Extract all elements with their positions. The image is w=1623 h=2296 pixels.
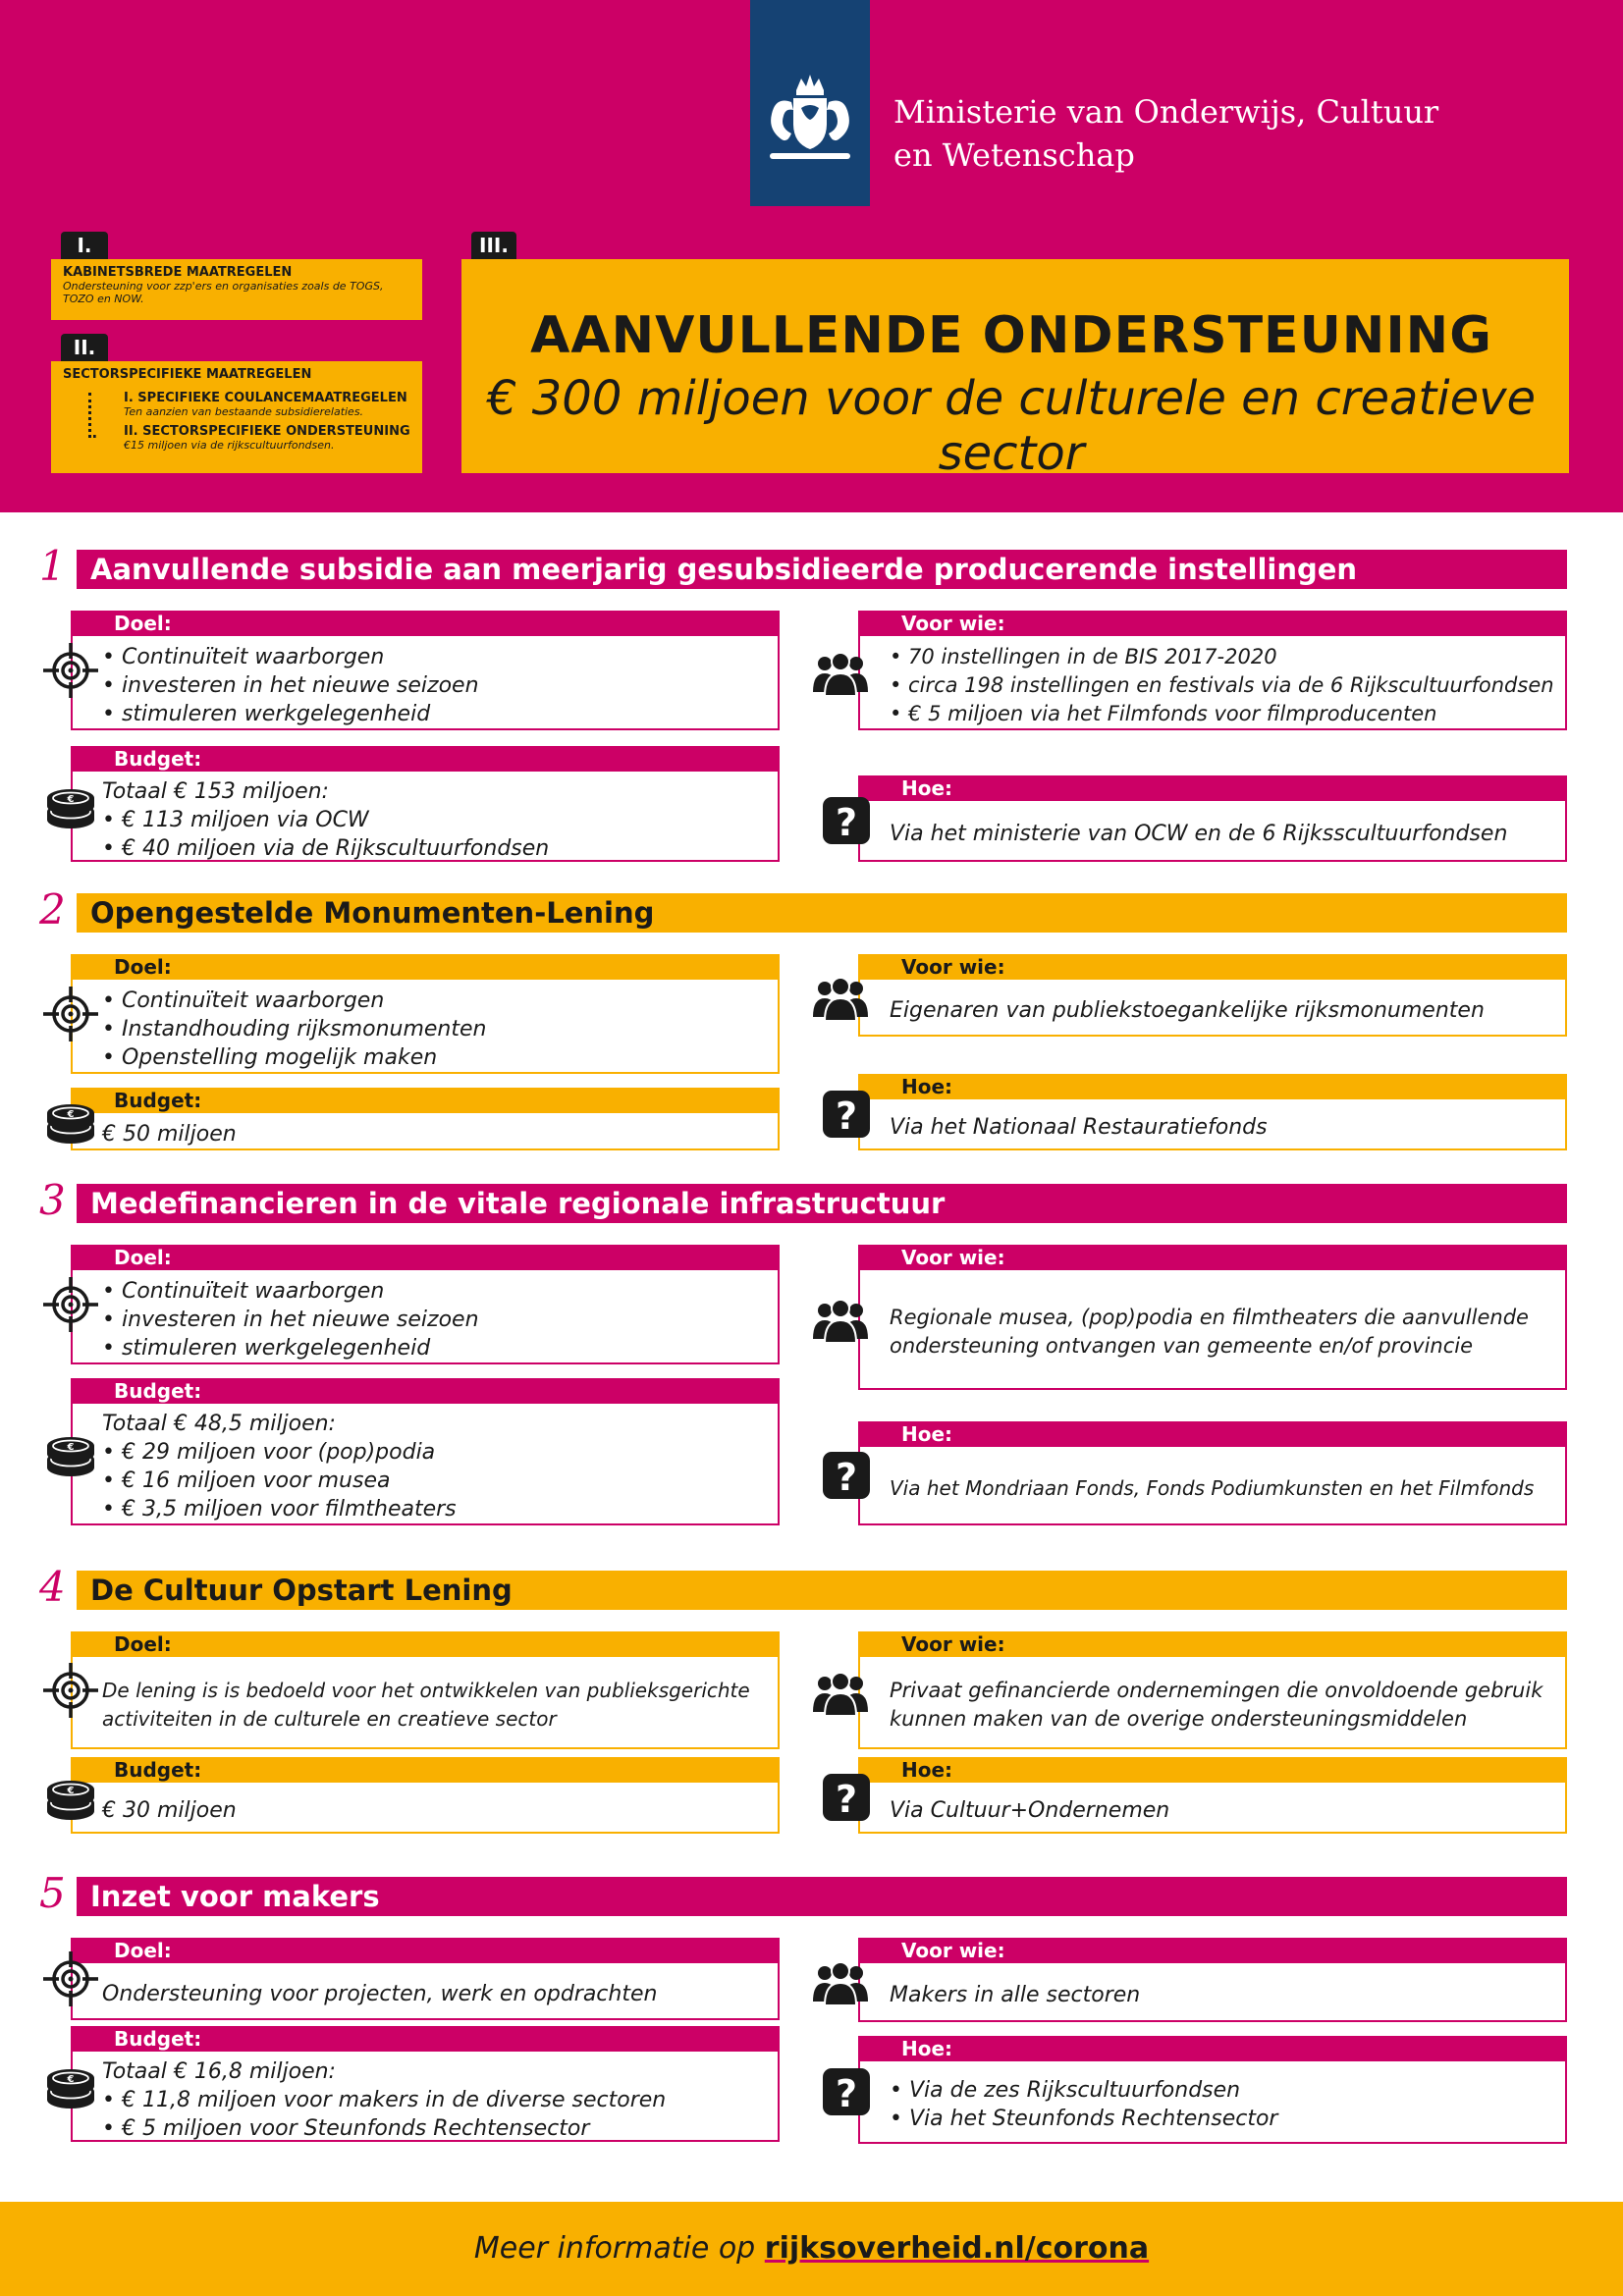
question-icon [817, 791, 876, 850]
sector-measures-box [51, 361, 422, 473]
hero-title: AANVULLENDE ONDERSTEUNING [530, 306, 1492, 365]
voor-wie-card [858, 954, 1567, 1037]
section-number: 4 [39, 1563, 66, 1611]
doel-label: Doel: [71, 1938, 780, 1963]
text-line: • investeren in het nieuwe seizoen [102, 673, 479, 698]
text-line: • Via de zes Rijkscultuurfondsen [890, 2078, 1241, 2103]
voor-wie-label: Voor wie: [858, 1245, 1567, 1270]
hoe-text [890, 2076, 1557, 2133]
section-title-bar: Aanvullende subsidie aan meerjarig gesubsidieerde producerende instellingen [77, 550, 1567, 589]
budget-text [102, 1120, 770, 1148]
text-line: Via het Mondriaan Fonds, Fonds Podiumkunsten en het Filmfonds [890, 1476, 1535, 1500]
text-line: • € 11,8 miljoen voor makers in de diverse sectoren [102, 2088, 667, 2112]
section-number: 2 [39, 885, 66, 934]
text-line: Eigenaren van publiekstoegankelijke rijksmonumenten [890, 998, 1485, 1023]
ministry-name: Ministerie van Onderwijs, Cultuur en Wetenschap [893, 93, 1439, 174]
text-line: • € 113 miljoen via OCW [102, 808, 369, 832]
text-line: • € 40 miljoen via de Rijkscultuurfondsen [102, 836, 550, 861]
voor-wie-card [858, 611, 1567, 730]
section-title-bar: Opengestelde Monumenten-Lening [77, 893, 1567, 933]
section-title-bar: De Cultuur Opstart Lening [77, 1571, 1567, 1610]
target-icon [41, 641, 100, 700]
logo-box [750, 0, 870, 206]
hoe-card [858, 2036, 1567, 2144]
text-line: • € 29 miljoen voor (pop)podia [102, 1440, 436, 1465]
hoe-text [890, 1474, 1557, 1503]
doel-card [71, 1631, 780, 1749]
coins-icon [41, 1768, 100, 1827]
doel-label: Doel: [71, 611, 780, 636]
text-line: Regionale musea, (pop)podia en filmtheaters die aanvullende [890, 1306, 1529, 1329]
sector-measures-list [124, 391, 418, 452]
budget-label: Budget: [71, 746, 780, 772]
budget-card [71, 1378, 780, 1525]
doel-label: Doel: [71, 1245, 780, 1270]
question-icon [817, 1085, 876, 1144]
section-title-bar: Medefinancieren in de vitale regionale infrastructuur [77, 1184, 1567, 1223]
doel-text [102, 1980, 770, 2008]
doel-text [102, 1277, 770, 1362]
target-icon [41, 1275, 100, 1334]
sector-measures-title: SECTORSPECIFIEKE MAATREGELEN [63, 367, 312, 382]
question-icon [817, 1446, 876, 1505]
text-line: kunnen maken van de overige ondersteuningsmiddelen [890, 1707, 1468, 1731]
people-icon [811, 968, 870, 1027]
coat-of-arms-icon [750, 69, 870, 196]
people-icon [811, 1952, 870, 2011]
budget-text [102, 2057, 770, 2143]
doel-text [102, 987, 770, 1072]
text-line: € 50 miljoen [102, 1122, 237, 1147]
header-banner [0, 0, 1623, 512]
hoe-card [858, 775, 1567, 862]
text-line: • 70 instellingen in de BIS 2017-2020 [890, 645, 1277, 668]
text-line: • Continuïteit waarborgen [102, 1279, 385, 1304]
target-icon [41, 1949, 100, 2008]
doel-text [102, 1677, 770, 1734]
text-line: Totaal € 16,8 miljoen: [102, 2059, 336, 2084]
text-line: De lening is is bedoeld voor het ontwikkelen van publieksgerichte [102, 1679, 750, 1702]
text-line: Makers in alle sectoren [890, 1983, 1141, 2007]
people-icon [811, 643, 870, 702]
hoe-text [890, 1113, 1557, 1142]
voor-wie-label: Voor wie: [858, 954, 1567, 980]
coins-icon [41, 1092, 100, 1150]
text-line: • Openstelling mogelijk maken [102, 1045, 438, 1070]
doel-card [71, 1245, 780, 1364]
budget-label: Budget: [71, 2026, 780, 2052]
text-line: Privaat gefinancierde ondernemingen die onvoldoende gebruik [890, 1679, 1543, 1702]
footer-prefix: Meer informatie op [473, 2231, 756, 2266]
roman-numeral-3: III. [471, 232, 516, 259]
text-line: • circa 198 instellingen en festivals via de 6 Rijkscultuurfondsen [890, 673, 1554, 697]
text-line: Via het ministerie van OCW en de 6 Rijksscultuurfondsen [890, 822, 1508, 846]
target-icon [41, 1661, 100, 1720]
budget-label: Budget: [71, 1088, 780, 1113]
text-line: Via het Nationaal Restauratiefonds [890, 1115, 1268, 1140]
budget-label: Budget: [71, 1757, 780, 1783]
voor-wie-text [890, 1304, 1557, 1361]
budget-label: Budget: [71, 1378, 780, 1404]
text-line: • stimuleren werkgelegenheid [102, 1336, 431, 1361]
text-line: • Via het Steunfonds Rechtensector [890, 2107, 1278, 2131]
voor-wie-label: Voor wie: [858, 1631, 1567, 1657]
budget-text [102, 1410, 770, 1523]
text-line: • € 5 miljoen via het Filmfonds voor filmproducenten [890, 702, 1437, 725]
text-line: • Continuïteit waarborgen [102, 988, 385, 1013]
voor-wie-text [890, 1981, 1557, 2009]
hoe-label: Hoe: [858, 1074, 1567, 1099]
text-line: € 30 miljoen [102, 1798, 237, 1823]
roman-numeral-2: II. [61, 334, 108, 361]
doel-card [71, 954, 780, 1074]
voor-wie-card [858, 1245, 1567, 1390]
text-line: • Instandhouding rijksmonumenten [102, 1017, 487, 1041]
doel-label: Doel: [71, 1631, 780, 1657]
text-line: ondersteuning ontvangen van gemeente en/of provincie [890, 1334, 1474, 1358]
voor-wie-text [890, 643, 1557, 728]
section-number: 1 [39, 542, 66, 590]
sector-support-text: €15 miljoen via de rijkscultuurfondsen. [124, 439, 335, 452]
hoe-card [858, 1074, 1567, 1150]
hoe-text [890, 820, 1557, 848]
coins-icon [41, 2056, 100, 2115]
text-line: • € 5 miljoen voor Steunfonds Rechtensector [102, 2116, 590, 2141]
doel-card [71, 1938, 780, 2020]
people-icon [811, 1663, 870, 1722]
text-line: • stimuleren werkgelegenheid [102, 702, 431, 726]
text-line: Totaal € 153 miljoen: [102, 779, 329, 804]
target-icon [41, 985, 100, 1043]
doel-card [71, 611, 780, 730]
voor-wie-label: Voor wie: [858, 1938, 1567, 1963]
cabinet-measures-box [51, 259, 422, 320]
coins-icon [41, 1424, 100, 1483]
hoe-label: Hoe: [858, 2036, 1567, 2061]
cabinet-measures-text: Ondersteuning voor zzp'ers en organisaties zoals de TOGS, TOZO en NOW. [63, 280, 384, 305]
sector-support-title: II. SECTORSPECIFIEKE ONDERSTEUNING [124, 424, 410, 439]
section-title-bar: Inzet voor makers [77, 1877, 1567, 1916]
question-icon [817, 1768, 876, 1827]
footer-link[interactable]: rijksoverheid.nl/corona [764, 2231, 1150, 2266]
footer-bar [0, 2202, 1623, 2296]
text-line: Totaal € 48,5 miljoen: [102, 1412, 336, 1436]
voor-wie-text [890, 1677, 1557, 1734]
section-number: 3 [39, 1176, 66, 1224]
text-line: activiteiten in de culturele en creatieve sector [102, 1707, 557, 1731]
hoe-text [890, 1796, 1557, 1825]
specific-coulance-text: Ten aanzien van bestaande subsidierelaties. [124, 405, 364, 418]
budget-card [71, 746, 780, 862]
voor-wie-card [858, 1631, 1567, 1749]
hoe-label: Hoe: [858, 1757, 1567, 1783]
people-icon [811, 1290, 870, 1349]
question-icon [817, 2062, 876, 2121]
cabinet-measures-title: KABINETSBREDE MAATREGELEN [63, 265, 293, 280]
hoe-card [858, 1757, 1567, 1834]
doel-label: Doel: [71, 954, 780, 980]
coins-icon [41, 776, 100, 835]
doel-text [102, 643, 770, 728]
voor-wie-text [890, 996, 1557, 1025]
voor-wie-card [858, 1938, 1567, 2022]
section-number: 5 [39, 1869, 66, 1917]
hoe-card [858, 1421, 1567, 1525]
dotted-connector [88, 393, 96, 438]
budget-card [71, 2026, 780, 2142]
budget-card [71, 1088, 780, 1150]
text-line: Via Cultuur+Ondernemen [890, 1798, 1170, 1823]
budget-text [102, 777, 770, 863]
budget-text [102, 1796, 770, 1825]
voor-wie-label: Voor wie: [858, 611, 1567, 636]
hero-subtitle: € 300 miljoen voor de culturele en creatieve sector [486, 371, 1537, 481]
specific-coulance-title: I. SPECIFIEKE COULANCEMAATREGELEN [124, 391, 407, 405]
text-line: • investeren in het nieuwe seizoen [102, 1308, 479, 1332]
hoe-label: Hoe: [858, 1421, 1567, 1447]
budget-card [71, 1757, 780, 1834]
hoe-label: Hoe: [858, 775, 1567, 801]
text-line: • € 16 miljoen voor musea [102, 1468, 391, 1493]
text-line: • € 3,5 miljoen voor filmtheaters [102, 1497, 457, 1522]
roman-numeral-1: I. [61, 232, 108, 259]
text-line: Ondersteuning voor projecten, werk en opdrachten [102, 1982, 658, 2006]
text-line: • Continuïteit waarborgen [102, 645, 385, 669]
